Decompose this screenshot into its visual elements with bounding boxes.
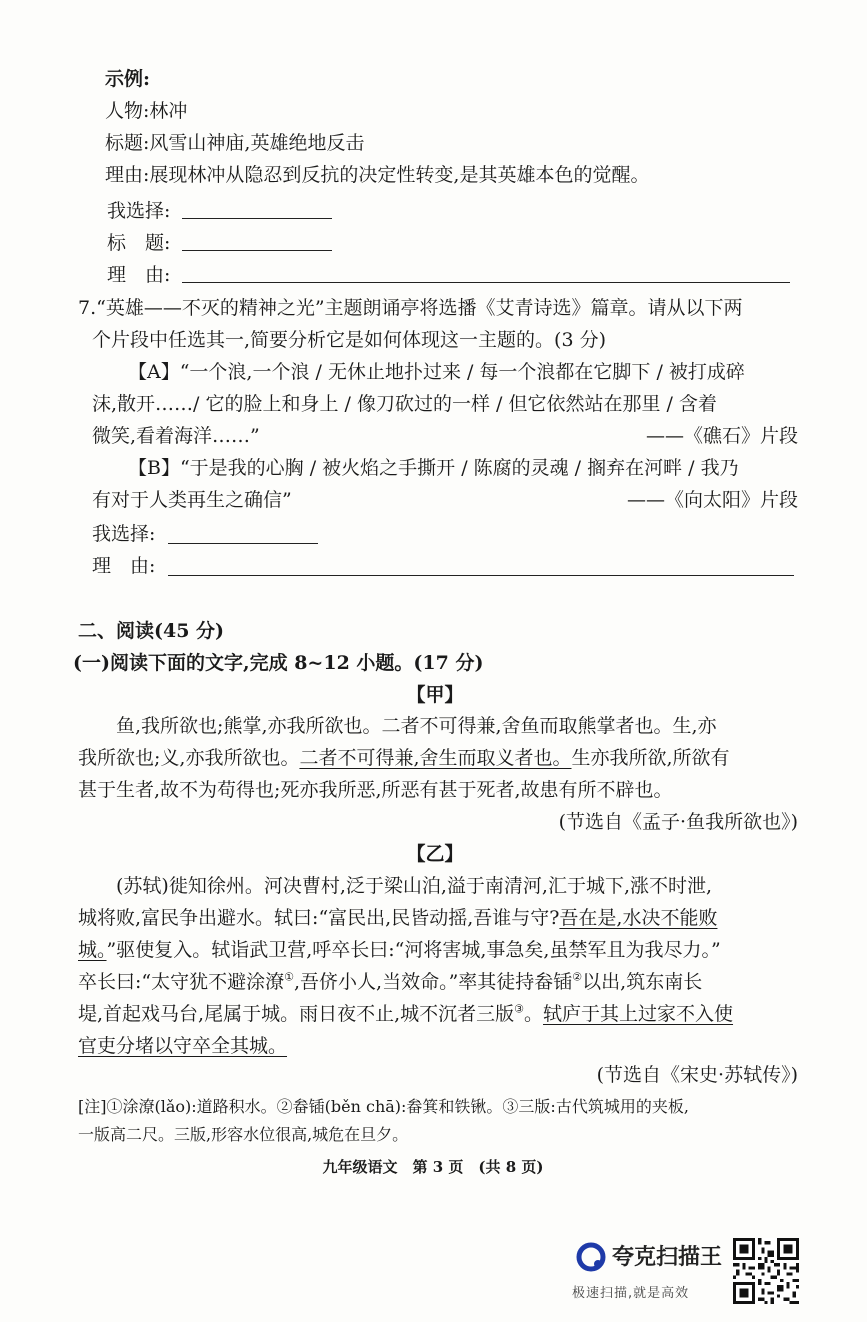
q7-b-line1: 【B】“于是我的心胸 / 被火焰之手撕开 / 陈腐的灵魂 / 搁弃在河畔 / 我乃 [128,457,739,479]
example-reason-label: 理 由: [107,264,171,286]
q7-reason-blank[interactable] [168,575,794,576]
q7-a-line1: 【A】“一个浪,一个浪 / 无休止地扑过来 / 每一个浪都在它脚下 / 被打成碎 [128,361,745,383]
q7-b-source: ——《向太阳》片段 [626,489,798,511]
quark-logo-icon [576,1242,606,1272]
example-title-blank[interactable] [182,250,332,251]
q7-a-line2: 沫,散开……/ 它的脸上和身上 / 像刀砍过的一样 / 但它依然站在那里 / 含着 [92,393,717,415]
yi-label: 【乙】 [406,843,464,865]
yi-line4: 卒长曰:“太守犹不避涂潦①,吾侪小人,当效命。”率其徒持畚锸②以出,筑东南长 [78,970,703,993]
jia-source: (节选自《孟子·鱼我所欲也》) [558,811,798,833]
example-person: 人物:林冲 [105,100,188,122]
q7-line2: 个片段中任选其一,简要分析它是如何体现这一主题的。(3 分) [92,329,606,351]
yi-line3: 城。”驱使复入。轼诣武卫营,呼卒长曰:“河将害城,事急矣,虽禁军且为我尽力。” [78,939,721,961]
example-title-label: 标 题: [107,232,171,254]
notes-line2: 一版高二尺。三版,形容水位很高,城危在旦夕。 [78,1125,409,1144]
jia-line1: 鱼,我所欲也;熊掌,亦我所欲也。二者不可得兼,舍鱼而取熊掌者也。生,亦 [116,715,717,737]
example-reason: 理由:展现林冲从隐忍到反抗的决定性转变,是其英雄本色的觉醒。 [105,164,650,186]
yi-underlined-sentence-2b: 官吏分堵以守卒全其城。 [78,1035,288,1057]
yi-underlined-sentence-2a: 轼庐于其上过家不入使 [543,1003,734,1025]
example-choose-blank[interactable] [182,218,332,219]
jia-line3: 甚于生者,故不为苟得也;死亦我所恶,所恶有甚于死者,故患有所不辟也。 [78,779,673,801]
q7-reason-label: 理 由: [92,555,156,577]
yi-line1: (苏轼)徙知徐州。河决曹村,泛于梁山泊,溢于南清河,汇于城下,涨不时泄, [116,875,713,897]
jia-label: 【甲】 [406,684,464,706]
watermark-brand: 夸克扫描王 [612,1245,723,1270]
q7-b-line2: 有对于人类再生之确信” [92,489,292,511]
example-choose-label: 我选择: [107,200,171,222]
q7-line1: 7.“英雄——不灭的精神之光”主题朗诵亭将选播《艾青诗选》篇章。请从以下两 [78,297,743,319]
example-title: 标题:风雪山神庙,英雄绝地反击 [105,132,365,154]
jia-line2: 我所欲也;义,亦我所欲也。二者不可得兼,舍生而取义者也。生亦我所欲,所欲有 [78,747,730,769]
page-footer: 九年级语文 第 3 页 (共 8 页) [322,1158,544,1176]
yi-underlined-sentence-1a: 吾在是,水决不能败 [559,907,718,929]
section2-sub-heading: (一)阅读下面的文字,完成 8~12 小题。(17 分) [73,652,484,674]
yi-line5: 堤,首起戏马台,尾属于城。雨日夜不止,城不沉者三版③。轼庐于其上过家不入使 [78,1002,734,1025]
yi-source: (节选自《宋史·苏轼传》) [596,1064,798,1086]
q7-a-line3: 微笑,看着海洋……” [92,425,260,447]
jia-underlined-sentence: 二者不可得兼,舍生而取义者也。 [299,747,572,769]
yi-line6 [78,1031,287,1061]
notes-line1: [注]①涂潦(lǎo):道路积水。②畚锸(běn chā):畚箕和铁锹。③三版:古代筑城用的夹板, [78,1097,689,1116]
q7-choose-blank[interactable] [168,543,318,544]
scanner-watermark [572,1236,732,1306]
qr-code-icon [733,1238,799,1304]
section2-heading: 二、阅读(45 分) [78,620,225,642]
yi-line2: 城将败,富民争出避水。轼曰:“富民出,民皆动摇,吾谁与守?吾在是,水决不能败 [78,907,718,929]
example-heading: 示例: [105,68,151,90]
yi-underlined-sentence-1b: 城。 [78,939,107,961]
example-reason-blank[interactable] [182,282,790,283]
q7-choose-label: 我选择: [92,523,156,545]
q7-a-source: ——《礁石》片段 [645,425,798,447]
watermark-slogan: 极速扫描,就是高效 [572,1286,690,1301]
